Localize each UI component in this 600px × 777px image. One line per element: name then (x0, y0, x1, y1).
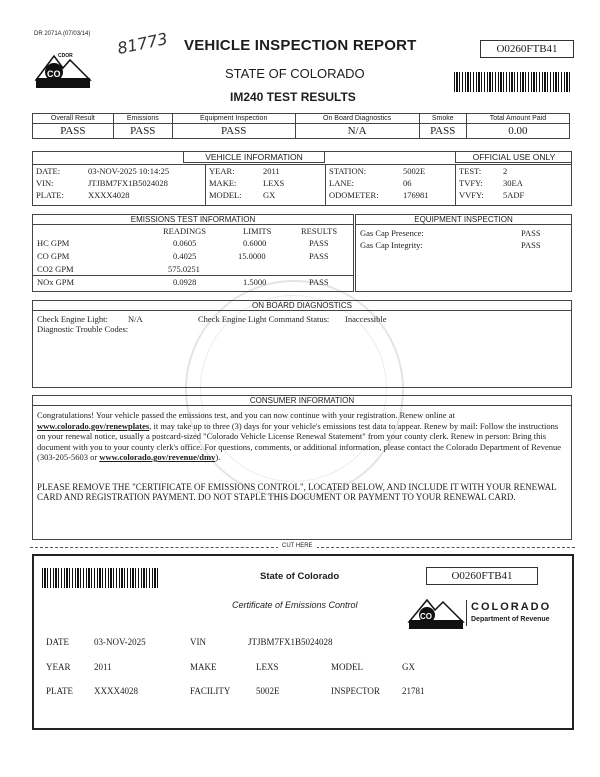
certificate-id: O0260FTB41 (426, 567, 538, 585)
plate-value: XXXX4028 (88, 190, 130, 200)
command-status-label: Check Engine Light Command Status: (198, 314, 330, 324)
cert-date-label: DATE (46, 637, 69, 647)
cert-facility-value: 5002E (256, 686, 280, 696)
date-value: 03-NOV-2025 10:14:25 (88, 166, 170, 176)
lane-value: 06 (403, 178, 412, 188)
cert-make-value: LEXS (256, 662, 279, 672)
obd-section (32, 300, 572, 388)
consumer-text: Congratulations! Your vehicle passed the emissions test, and you can now continue with your registration. Renew online at (37, 410, 455, 420)
odometer-value: 176981 (403, 190, 429, 200)
emission-result: PASS (309, 251, 329, 261)
emission-label: NOx GPM (37, 277, 75, 287)
test-value: 2 (503, 166, 508, 176)
summary-table (32, 113, 570, 139)
equipment-result: PASS (172, 124, 295, 139)
date-label: DATE: (36, 166, 61, 176)
state-title: STATE OF COLORADO (225, 66, 365, 81)
summary-header: Equipment Inspection (172, 114, 295, 124)
header-barcode (454, 72, 572, 92)
vehicle-info-heading: VEHICLE INFORMATION (183, 152, 325, 163)
cert-vin-label: VIN (190, 637, 206, 647)
gas-cap-integrity-value: PASS (521, 240, 541, 250)
renew-plates-link[interactable]: www.colorado.gov/renewplates (37, 420, 150, 431)
consumer-paragraph (37, 410, 565, 463)
vvfy-label: VVFY: (459, 190, 484, 200)
make-value: LEXS (263, 178, 285, 188)
emission-reading: 0.0605 (173, 238, 197, 248)
test-label: TEST: (459, 166, 482, 176)
test-title: IM240 TEST RESULTS (230, 90, 356, 104)
emission-reading: 575.0251 (168, 264, 200, 274)
certificate-title: Certificate of Emissions Control (232, 600, 358, 610)
consumer-text: ). (215, 452, 221, 462)
emission-label: HC GPM (37, 238, 70, 248)
equipment-heading: EQUIPMENT INSPECTION (356, 215, 571, 225)
odometer-label: ODOMETER: (329, 190, 379, 200)
vin-value: JTJBM7FX1B5024028 (88, 178, 168, 188)
tvfy-value: 30EA (503, 178, 523, 188)
summary-header: Smoke (419, 114, 466, 124)
department-wordmark: Department of Revenue (471, 616, 550, 623)
dmv-link[interactable]: www.colorado.gov/revenue/dmv (99, 452, 216, 462)
cert-inspector-label: INSPECTOR (331, 686, 380, 696)
emissions-result: PASS (113, 124, 172, 139)
gas-cap-integrity-label: Gas Cap Integrity: (360, 240, 423, 250)
station-value: 5002E (403, 166, 426, 176)
cert-plate-value: XXXX4028 (94, 686, 138, 696)
summary-header: Total Amount Paid (466, 114, 569, 124)
command-status-value: Inaccessible (345, 314, 387, 324)
cert-facility-label: FACILITY (190, 686, 231, 696)
summary-header: Emissions (113, 114, 172, 124)
colorado-wordmark: COLORADO (471, 601, 552, 613)
cut-here-label: CUT HERE (278, 543, 317, 549)
station-label: STATION: (329, 166, 367, 176)
form-number: DR 2071A (07/03/14) (34, 31, 91, 37)
report-id: O0260FTB41 (480, 40, 574, 58)
amount-paid: 0.00 (466, 124, 569, 139)
report-title: VEHICLE INSPECTION REPORT (184, 37, 417, 54)
remove-certificate-notice: PLEASE REMOVE THE "CERTIFICATE OF EMISSIONS CONTROL", LOCATED BELOW, AND INCLUDE IT WITH YOUR RENEWAL CARD AND REGISTRATION PAYMENT. DO NOT STAPLE THIS DOCUMENT OR PAYMENT TO YOUR RENEWAL CARD. (37, 482, 557, 502)
vehicle-info-section (32, 151, 572, 206)
emissions-section (32, 214, 354, 292)
year-label: YEAR: (209, 166, 235, 176)
certificate (32, 554, 574, 730)
cert-year-value: 2011 (94, 662, 112, 672)
cert-plate-label: PLATE (46, 686, 73, 696)
cert-inspector-value: 21781 (402, 686, 425, 696)
obd-heading: ON BOARD DIAGNOSTICS (33, 301, 571, 311)
emission-limit: 1.5000 (243, 277, 267, 287)
dtc-label: Diagnostic Trouble Codes: (37, 324, 129, 334)
col-readings: READINGS (163, 226, 206, 236)
summary-header: On Board Diagnostics (295, 114, 419, 124)
col-results: RESULTS (301, 226, 338, 236)
handwritten-note: 81773 (115, 28, 170, 59)
check-engine-value: N/A (128, 314, 143, 324)
emission-limit: 0.6000 (243, 238, 267, 248)
lane-label: LANE: (329, 178, 355, 188)
cert-model-label: MODEL (331, 662, 363, 672)
emission-reading: 0.0928 (173, 277, 197, 287)
emission-limit: 15.0000 (238, 251, 266, 261)
vin-label: VIN: (36, 178, 54, 188)
emission-result: PASS (309, 277, 329, 287)
model-label: MODEL: (209, 190, 242, 200)
svg-text:CO: CO (47, 69, 61, 79)
emission-result: PASS (309, 238, 329, 248)
certificate-state: State of Colorado (260, 571, 340, 582)
col-limits: LIMITS (243, 226, 272, 236)
emission-label: CO2 GPM (37, 264, 74, 274)
vvfy-value: 5ADF (503, 190, 525, 200)
emission-reading: 0.4025 (173, 251, 197, 261)
plate-label: PLATE: (36, 190, 64, 200)
smoke-result: PASS (419, 124, 466, 139)
obd-result: N/A (295, 124, 419, 139)
gas-cap-presence-value: PASS (521, 228, 541, 238)
emissions-heading: EMISSIONS TEST INFORMATION (33, 215, 353, 225)
overall-result: PASS (33, 124, 114, 139)
emission-label: CO GPM (37, 251, 70, 261)
consumer-text: , it may take up to three (3) days for your vehicle's emissions test data to appear. Renew by mail: Follow the instructions on your renewal notice, usually a postcard-sized "Colorado Vehicle License Renewal Statement" from your county clerk. Renew in person: Bring this document with you to your county clerk's office. For questions, comments, or additional information, please contact the Colorado Department of Revenue (303-205-5603 or (37, 420, 561, 462)
official-use-heading: OFFICIAL USE ONLY (455, 152, 572, 163)
summary-header: Overall Result (33, 114, 114, 124)
check-engine-label: Check Engine Light: (37, 314, 108, 324)
year-value: 2011 (263, 166, 280, 176)
equipment-section (355, 214, 572, 292)
certificate-barcode (42, 568, 160, 588)
cert-make-label: MAKE (190, 662, 217, 672)
cert-vin-value: JTJBM7FX1B5024028 (248, 637, 333, 647)
svg-text:CO: CO (420, 612, 432, 621)
cert-date-value: 03-NOV-2025 (94, 637, 146, 647)
cert-year-label: YEAR (46, 662, 71, 672)
model-value: GX (263, 190, 276, 200)
consumer-heading: CONSUMER INFORMATION (33, 396, 571, 406)
tvfy-label: TVFY: (459, 178, 483, 188)
colorado-dor-logo (407, 596, 467, 630)
cdor-logo (34, 50, 92, 90)
svg-text:CDOR: CDOR (58, 53, 73, 59)
gas-cap-presence-label: Gas Cap Presence: (360, 228, 424, 238)
cert-model-value: GX (402, 662, 415, 672)
make-label: MAKE: (209, 178, 237, 188)
consumer-section (32, 395, 572, 540)
